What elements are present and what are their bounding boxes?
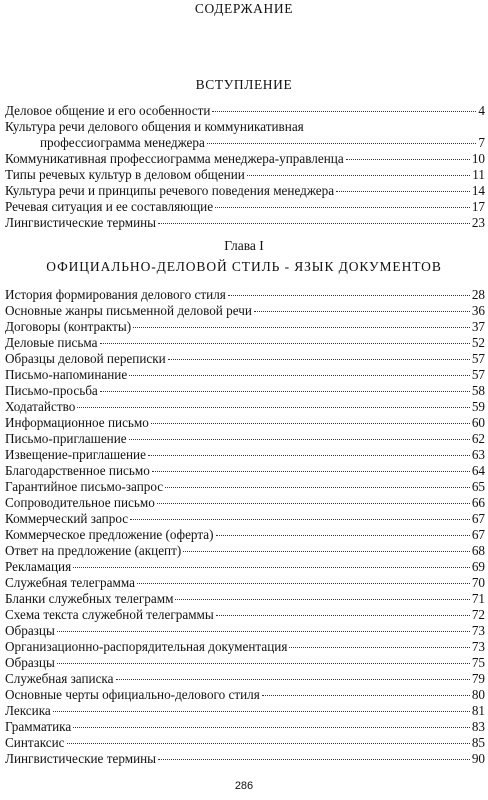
toc-entry [5,463,485,479]
toc-entry-title: Служебная записка [5,671,114,686]
toc-entry-title-line1: Культура речи делового общения и коммуникативная [5,119,304,134]
toc-entry-title: Коммерческое предложение (оферта) [5,527,214,542]
toc-entry-page: 73 [471,639,485,654]
dot-leader [262,695,470,696]
toc-entry-title: Договоры (контракты) [5,319,132,334]
toc-entry [5,335,485,351]
toc-entry-title: Деловые письма [5,335,98,350]
toc-entry-page: 79 [471,671,485,686]
dot-leader [289,647,469,648]
toc-entry-page: 67 [471,511,485,526]
toc-entry-title: Письмо-просьба [5,383,98,398]
dot-leader [57,663,470,664]
toc-entry [5,199,485,215]
toc-entry-page: 83 [471,719,485,734]
toc-entry [5,183,485,199]
dot-leader [57,631,470,632]
toc-entry-title: Лингвистические термины [5,215,157,230]
toc-entry-page: 52 [471,335,485,350]
dot-leader [346,159,470,160]
toc-entry [5,479,485,495]
toc-entry [5,367,485,383]
dot-leader [73,567,470,568]
toc-entry-page: 80 [471,687,485,702]
toc-entry-title: Извещение-приглашение [5,447,146,462]
dot-leader [137,583,470,584]
dot-leader [129,375,470,376]
dot-leader [254,311,470,312]
dot-leader [67,743,470,744]
dot-leader [116,679,470,680]
dot-leader [158,759,470,760]
toc-entry-title: Письмо-приглашение [5,431,127,446]
toc-entry-page: 62 [471,431,485,446]
toc-entry-title: Сопроводительное письмо [5,495,155,510]
toc-entry [5,351,485,367]
toc-entry-page: 85 [471,735,485,750]
dot-leader [152,471,470,472]
dot-leader [151,423,470,424]
toc-entry-page: 75 [471,655,485,670]
dot-leader [175,599,469,600]
toc-entry-page: 67 [471,527,485,542]
toc-entry-page: 71 [471,591,485,606]
toc-entry-title: профессиограмма менеджера [40,135,205,150]
dot-leader [165,487,470,488]
toc-entry-page: 28 [471,287,485,302]
toc-entry-title: Культура речи и принципы речевого поведения менеджера [5,183,335,198]
toc-entry [5,151,485,167]
toc-entry-title: Гарантийное письмо-запрос [5,479,164,494]
toc-entry [5,543,485,559]
toc-entry [5,431,485,447]
toc-entry-page: 36 [471,303,485,318]
toc-entry-page: 68 [471,543,485,558]
toc-entry-title: Основные черты официально-делового стиля [5,687,260,702]
toc-entry-page: 4 [478,103,485,118]
toc-entry-page: 59 [471,399,485,414]
toc-entry-title: Образцы [5,623,55,638]
toc-entry [5,527,485,543]
toc-entry [5,719,485,735]
dot-leader [168,359,470,360]
toc-entry [5,167,485,183]
toc-entry-page: 23 [471,215,485,230]
toc-entry [5,495,485,511]
toc-entry-title: Коммерческий запрос [5,511,129,526]
toc-entry-title: История формирования делового стиля [5,287,226,302]
toc-entry-title: Речевая ситуация и ее составляющие [5,199,214,214]
dot-leader [100,391,470,392]
toc-entry [5,623,485,639]
toc-entry-page: 66 [471,495,485,510]
toc-entry-page: 57 [471,367,485,382]
toc-entry [5,319,485,335]
toc-entry-page: 65 [471,479,485,494]
toc-entry-page: 69 [471,559,485,574]
toc-entry-page: 10 [471,151,485,166]
toc-entry [5,287,485,303]
toc-entry-title: Ходатайство [5,399,76,414]
toc-entry-page: 73 [471,623,485,638]
toc-entry-page: 81 [471,703,485,718]
toc-entry-page: 70 [471,575,485,590]
dot-leader [148,455,470,456]
chapter1-toc-list [5,287,485,767]
toc-entry [5,639,485,655]
toc-entry-title: Письмо-напоминание [5,367,128,382]
toc-entry [5,303,485,319]
dot-leader [53,711,470,712]
toc-entry-page: 11 [472,167,485,182]
toc-entry [5,687,485,703]
toc-entry [5,591,485,607]
toc-entry [5,511,485,527]
toc-entry-title: Образцы [5,655,55,670]
toc-entry [5,215,485,231]
intro-toc-list [5,103,485,231]
toc-entry-page: 90 [471,751,485,766]
toc-entry [5,575,485,591]
toc-entry [5,703,485,719]
dot-leader [130,519,470,520]
toc-entry [5,415,485,431]
toc-entry [5,119,485,151]
toc-entry-title: Ответ на предложение (акцепт) [5,543,182,558]
toc-entry [5,655,485,671]
dot-leader [247,175,470,176]
dot-leader [212,111,476,112]
toc-entry-title: Синтаксис [5,735,65,750]
toc-entry-page: 57 [471,351,485,366]
toc-entry-title: Информационное письмо [5,415,149,430]
chapter-title: ОФИЦИАЛЬНО-ДЕЛОВОЙ СТИЛЬ - ЯЗЫК ДОКУМЕНТОВ [46,259,442,274]
toc-entry [5,103,485,119]
toc-entry-page: 60 [471,415,485,430]
toc-entry-page: 64 [471,463,485,478]
dot-leader [215,207,470,208]
dot-leader [216,535,470,536]
toc-entry-title: Рекламация [5,559,72,574]
toc-entry-title: Схема текста служебной телеграммы [5,607,214,622]
dot-leader [100,343,470,344]
toc-entry [5,607,485,623]
chapter-label: Глава I [224,238,264,253]
toc-entry-title: Грамматика [5,719,72,734]
toc-entry-title: Служебная телеграмма [5,575,135,590]
toc-entry-page: 72 [471,607,485,622]
toc-entry-page: 7 [478,135,485,150]
dot-leader [228,295,470,296]
toc-entry-title: Благодарственное письмо [5,463,150,478]
intro-heading: ВСТУПЛЕНИЕ [195,77,293,92]
dot-leader [129,439,470,440]
toc-entry [5,399,485,415]
toc-entry [5,671,485,687]
toc-entry-page: 58 [471,383,485,398]
toc-entry-title: Бланки служебных телеграмм [5,591,174,606]
toc-entry-title: Типы речевых культур в деловом общении [5,167,245,182]
dot-leader [73,727,470,728]
toc-entry-title: Организационно-распорядительная документация [5,639,288,654]
toc-entry-page: 17 [471,199,485,214]
toc-entry-title: Коммуникативная профессиограмма менеджера-управленца [5,151,344,166]
toc-entry [5,751,485,767]
toc-entry-title: Основные жанры письменной деловой речи [5,303,252,318]
contents-heading: СОДЕРЖАНИЕ [194,1,294,16]
toc-entry [5,559,485,575]
page-number: 286 [234,780,254,792]
dot-leader [158,223,470,224]
toc-entry [5,383,485,399]
dot-leader [133,327,470,328]
toc-entry-title: Лингвистические термины [5,751,157,766]
toc-entry [5,735,485,751]
toc-entry [5,447,485,463]
dot-leader [216,615,470,616]
dot-leader [207,143,477,144]
toc-entry-page: 14 [471,183,485,198]
toc-entry-title: Образцы деловой переписки [5,351,166,366]
dot-leader [336,191,470,192]
toc-entry-title: Деловое общение и его особенности [5,103,211,118]
toc-entry-title: Лексика [5,703,51,718]
toc-entry-page: 63 [471,447,485,462]
dot-leader [77,407,470,408]
toc-entry-page: 37 [471,319,485,334]
dot-leader [183,551,470,552]
dot-leader [157,503,470,504]
